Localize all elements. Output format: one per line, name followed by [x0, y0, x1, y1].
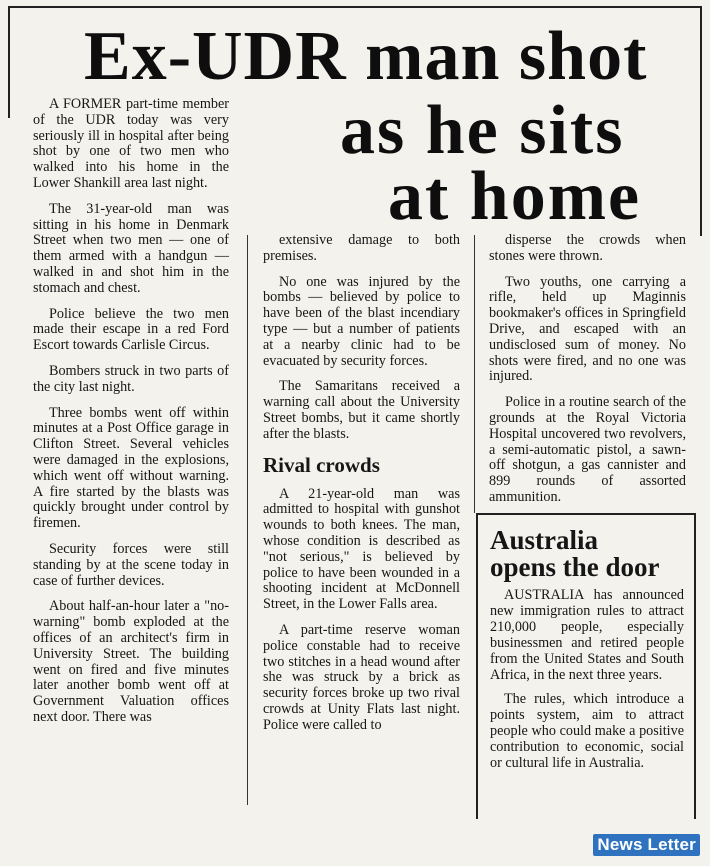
column-1-paragraph: Three bombs went off within minutes at a Post Office garage in Clifton Street. Several vehicles were damaged in the explosions, which went off without warning. A fire started by the blasts was quickly brought under control by firemen. [33, 404, 229, 532]
column-1-paragraph: Police believe the two men made their escape in a red Ford Escort towards Carlisle Circus. [33, 305, 229, 354]
box-title-line-2: opens the door [490, 552, 660, 582]
column-1-paragraph: About half-an-hour later a "no-warning" bomb exploded at the offices of an architect's firm in University Street. The building went on fired and five minutes later another bomb went off at Government Valuation offices next door. There was [33, 598, 229, 725]
column-2-paragraph: A part-time reserve woman police constable had to receive two stitches in a head wound after she was struck by a brick as security forces broke up two rival crowds at Unity Flats last night. Police were called to [263, 621, 460, 733]
article-column-3 [489, 233, 686, 516]
article-column-1 [33, 97, 229, 736]
column-divider [474, 235, 475, 513]
box-paragraph: AUSTRALIA has announced new immigration rules to attract 210,000 people, especially businessmen and retired people from the United States and South Africa, in the next three years. [490, 587, 684, 683]
column-2-paragraph: A 21-year-old man was admitted to hospital with gunshot wounds to both knees. The man, whose condition is described as "not serious," is believed by police to have been wounded in a shooting incident at McDonnell Street, in the Lower Falls area. [263, 485, 460, 613]
column-1-paragraph: A FORMER part-time member of the UDR today was very seriously ill in hospital after being shot by one of two men who walked into his home in the Lower Shankill area last night. [33, 96, 229, 191]
column-3-paragraph: disperse the crowds when stones were thrown. [489, 232, 686, 264]
box-title-line-1: Australia [490, 525, 598, 555]
headline-line-1: Ex-UDR man shot [84, 18, 648, 95]
column-1-paragraph: Bombers struck in two parts of the city last night. [33, 362, 229, 395]
column-divider [247, 235, 248, 805]
column-1-paragraph: Security forces were still standing by at the scene today in case of further devices. [33, 540, 229, 589]
box-paragraph: The rules, which introduce a points system, aim to attract people who could make a positive contribution to economic, social or cultural life in Australia. [490, 691, 684, 771]
headline-line-3: at home [388, 158, 642, 235]
column-2-paragraph: extensive damage to both premises. [263, 232, 460, 264]
subheading-rival-crowds: Rival crowds [263, 452, 380, 477]
news-letter-watermark: News Letter [593, 834, 700, 856]
column-2-paragraph: No one was injured by the bombs — believed by police to have been of the blast incendiary type — but a number of patients at a nearby clinic had to be evacuated by security forces. [263, 273, 460, 369]
top-rule [8, 6, 702, 8]
column-2-paragraph: The Samaritans received a warning call about the University Street bombs, but it came shortly after the blasts. [263, 378, 460, 442]
australia-sidebar-box [476, 513, 696, 819]
headline-line-2: as he sits [340, 92, 625, 169]
column-3-paragraph: Two youths, one carrying a rifle, held up Maginnis bookmaker's offices in Springfield Drive, and escaped with an undisclosed sum of money. No shots were fired, and no one was injured. [489, 273, 686, 385]
column-1-paragraph: The 31-year-old man was sitting in his home in Denmark Street when two men — one of them armed with a handgun — walked in and shot him in the stomach and chest. [33, 200, 229, 296]
box-title [490, 527, 684, 581]
article-column-2 [263, 233, 460, 744]
right-rule [700, 6, 702, 236]
column-3-paragraph: Police in a routine search of the grounds at the Royal Victoria Hospital uncovered two revolvers, a semi-automatic pistol, a sawn-off shotgun, a gas cannister and 899 rounds of assorted ammunition. [489, 394, 686, 505]
left-rule [8, 6, 10, 118]
